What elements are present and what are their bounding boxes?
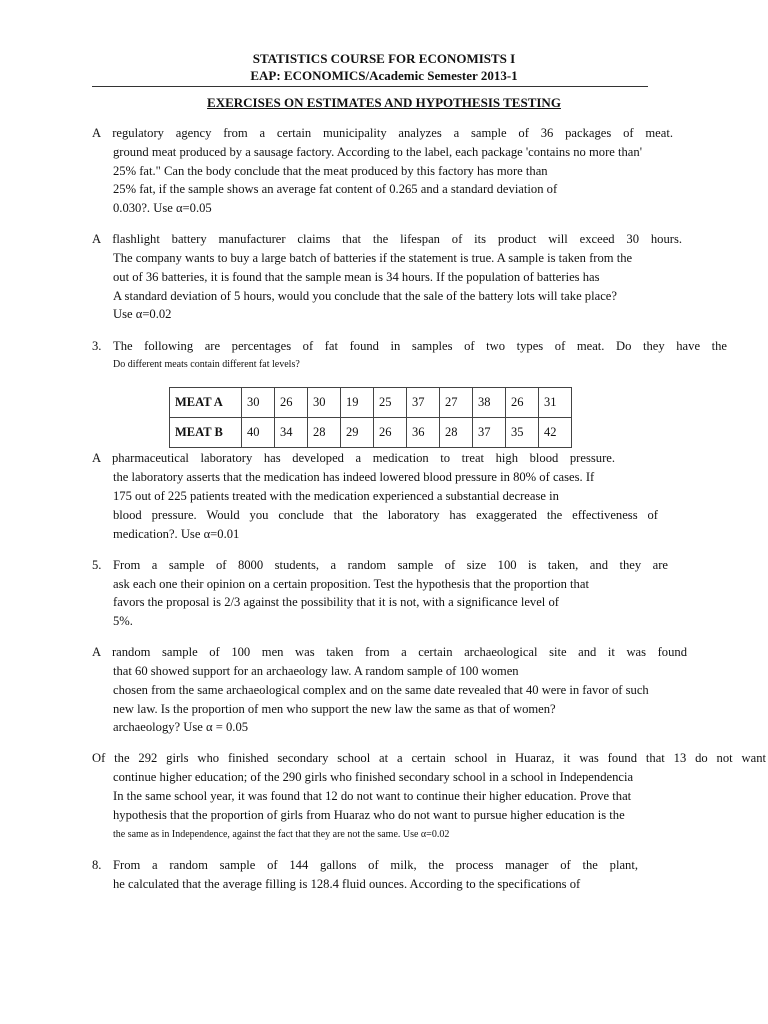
exercise-6-line-5: archaeology? Use α = 0.05 [113, 720, 249, 734]
exercise-5-line-3: favors the proposal is 2/3 against the possibility that it is not, with a significance level of [113, 595, 559, 609]
exercise-2-line-4: A standard deviation of 5 hours, would you conclude that the sale of the battery lots will take place? [113, 289, 617, 303]
exercise-1-line-4: 25% fat, if the sample shows an average fat content of 0.265 and a standard deviation of [113, 182, 558, 196]
table-cell: 31 [539, 388, 572, 418]
exercise-7-line-2: continue higher education; of the 290 girls who finished secondary school in a school in Independencia [113, 770, 634, 784]
table-cell: 30 [308, 388, 341, 418]
exercise-1-line-2: ground meat produced by a sausage factory. According to the label, each package 'contains no more than' [113, 145, 642, 159]
exercise-1-line-1: A regulatory agency from a certain municipality analyzes a sample of 36 packages of meat. [92, 126, 673, 140]
table-cell: 37 [407, 388, 440, 418]
table-cell: 34 [275, 418, 308, 448]
exercise-1-line-5: 0.030?. Use α=0.05 [113, 201, 212, 215]
exercise-2-line-3: out of 36 batteries, it is found that the sample mean is 34 hours. If the population of batteries has [113, 270, 600, 284]
table-cell: 26 [374, 418, 407, 448]
exercise-5-number: 5. [92, 558, 102, 572]
exercise-8-number: 8. [92, 858, 102, 872]
exercise-3-line-1: The following are percentages of fat found in samples of two types of meat. Do they have the [113, 339, 727, 353]
exercise-2-line-1: A flashlight battery manufacturer claims that the lifespan of its product will exceed 30 hours. [92, 232, 682, 246]
exercise-7-line-5: the same as in Independence, against the fact that they are not the same. Use α=0.02 [113, 829, 450, 840]
row-label-meat-a: MEAT A [170, 388, 242, 418]
table-cell: 27 [440, 388, 473, 418]
row-label-meat-b: MEAT B [170, 418, 242, 448]
exercise-6-line-2: that 60 showed support for an archaeology law. A random sample of 100 women [113, 664, 519, 678]
exercise-8-line-2: he calculated that the average filling is 128.4 fluid ounces. According to the specifications of [113, 877, 581, 891]
course-title: STATISTICS COURSE FOR ECONOMISTS I [252, 51, 516, 66]
exercises-heading: EXERCISES ON ESTIMATES AND HYPOTHESIS TESTING [207, 95, 561, 110]
exercise-3-line-2: Do different meats contain different fat levels? [113, 359, 300, 370]
exercise-4-line-5: medication?. Use α=0.01 [113, 527, 240, 541]
exercise-2-line-5: Use α=0.02 [113, 307, 172, 321]
table-cell: 35 [506, 418, 539, 448]
exercise-4-line-4: blood pressure. Would you conclude that the laboratory has exaggerated the effectiveness of [113, 508, 658, 522]
table-cell: 42 [539, 418, 572, 448]
table-cell: 26 [275, 388, 308, 418]
exercise-5-line-2: ask each one their opinion on a certain proposition. Test the hypothesis that the proportion that [113, 577, 589, 591]
table-cell: 19 [341, 388, 374, 418]
exercise-3-number: 3. [92, 339, 102, 353]
table-row-meat-a [170, 388, 572, 418]
exercise-7-line-1: Of the 292 girls who finished secondary school at a certain school in Huaraz, it was found that 13 do not want [92, 751, 766, 765]
table-cell: 37 [473, 418, 506, 448]
exercise-6-line-4: new law. Is the proportion of men who support the new law the same as that of women? [113, 702, 556, 716]
exercise-5-line-4: 5%. [113, 614, 133, 628]
exercise-7-line-4: hypothesis that the proportion of girls from Huaraz who do not want to pursue higher education is the [113, 808, 625, 822]
table-cell: 29 [341, 418, 374, 448]
exercise-4-line-3: 175 out of 225 patients treated with the medication experienced a substantial decrease in [113, 489, 559, 503]
header-divider [92, 86, 648, 87]
exercise-5-line-1: From a sample of 8000 students, a random sample of size 100 is taken, and they are [113, 558, 668, 572]
table-cell: 36 [407, 418, 440, 448]
exercise-8-line-1: From a random sample of 144 gallons of milk, the process manager of the plant, [113, 858, 638, 872]
fat-percentage-table [169, 387, 572, 448]
table-cell: 28 [440, 418, 473, 448]
exercise-6-line-1: A random sample of 100 men was taken from a certain archaeological site and it was found [92, 645, 687, 659]
exercise-4-line-1: A pharmaceutical laboratory has developed a medication to treat high blood pressure. [92, 451, 615, 465]
exercise-2-line-2: The company wants to buy a large batch of batteries if the statement is true. A sample is taken from the [113, 251, 633, 265]
table-cell: 26 [506, 388, 539, 418]
table-cell: 38 [473, 388, 506, 418]
table-row-meat-b [170, 418, 572, 448]
table-cell: 30 [242, 388, 275, 418]
exercise-7-line-3: In the same school year, it was found that 12 do not want to continue their higher education. Prove that [113, 789, 632, 803]
table-cell: 25 [374, 388, 407, 418]
exercise-4-line-2: the laboratory asserts that the medication has indeed lowered blood pressure in 80% of cases. If [113, 470, 595, 484]
exercise-1-line-3: 25% fat." Can the body conclude that the meat produced by this factory has more than [113, 164, 548, 178]
semester-line: EAP: ECONOMICS/Academic Semester 2013-1 [250, 68, 518, 83]
exercise-6-line-3: chosen from the same archaeological complex and on the same date revealed that 40 were in favor of such [113, 683, 649, 697]
table-cell: 40 [242, 418, 275, 448]
table-cell: 28 [308, 418, 341, 448]
